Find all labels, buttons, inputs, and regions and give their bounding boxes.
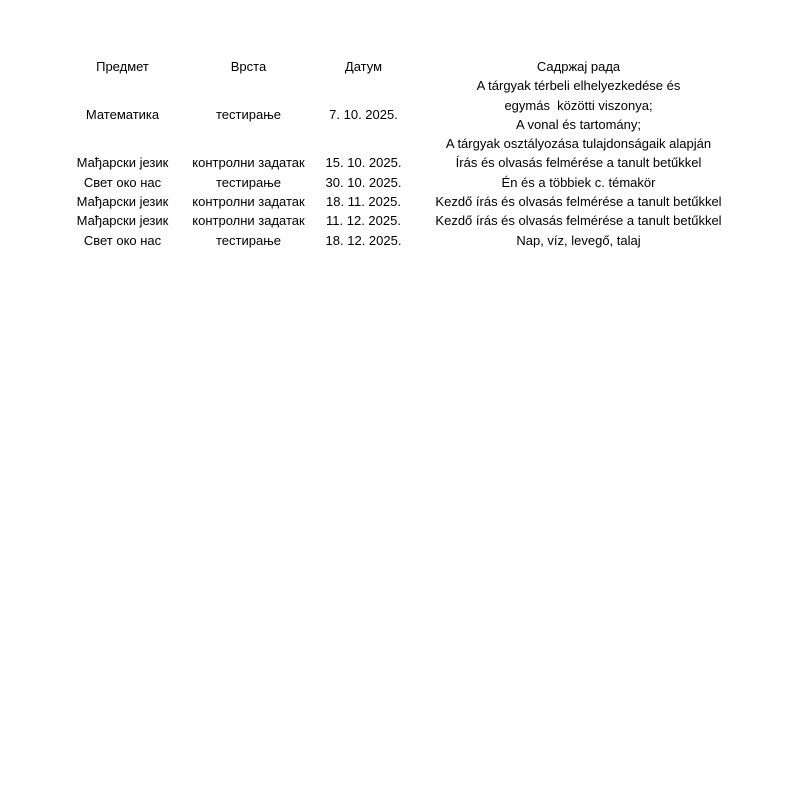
table-row	[60, 153, 742, 172]
date-cell: 18. 11. 2025.	[326, 194, 401, 210]
content-cell	[415, 192, 742, 211]
content-cell	[415, 211, 742, 230]
content-line: Írás és olvasás felmérése a tanult betűkkel	[455, 155, 702, 171]
table-row	[60, 192, 742, 211]
column-header-content: Садржај рада	[536, 59, 621, 74]
type-cell: контролни задатак	[192, 194, 305, 210]
table-row	[60, 231, 742, 250]
type-cell: контролни задатак	[192, 213, 305, 229]
content-line: egymás közötti viszonya;	[504, 97, 653, 113]
subject-cell: Мађарски језик	[76, 213, 169, 229]
content-line: A tárgyak térbeli elhelyezkedése és	[476, 78, 681, 94]
date-cell: 18. 12. 2025.	[325, 232, 402, 248]
content-line: Kezdő írás és olvasás felmérése a tanult betűkkel	[435, 194, 722, 210]
content-cell	[415, 153, 742, 172]
type-cell: тестирање	[215, 232, 281, 248]
type-cell: тестирање	[215, 107, 281, 123]
table-row	[60, 76, 742, 153]
content-line: Kezdő írás és olvasás felmérése a tanult betűkkel	[435, 213, 722, 229]
content-cell	[415, 173, 742, 192]
content-cell	[415, 76, 742, 153]
column-header-subject: Предмет	[96, 59, 149, 74]
date-cell: 30. 10. 2025.	[325, 174, 402, 190]
content-line: Én és a többiek c. témakör	[501, 174, 656, 190]
subject-cell: Свет око нас	[83, 174, 162, 190]
content-line: A vonal és tartomány;	[515, 116, 641, 132]
subject-cell: Математика	[85, 107, 160, 123]
date-cell: 7. 10. 2025.	[329, 107, 398, 123]
type-cell: тестирање	[215, 174, 281, 190]
table-row	[60, 173, 742, 192]
content-line: A tárgyak osztályozása tulajdonságaik alapján	[445, 136, 712, 152]
content-cell	[415, 231, 742, 250]
date-cell: 15. 10. 2025.	[325, 155, 402, 171]
content-line: Nap, víz, levegő, talaj	[516, 232, 641, 248]
table-row	[60, 211, 742, 230]
subject-cell: Мађарски језик	[76, 194, 169, 210]
table-header-row	[60, 57, 742, 76]
schedule-table	[60, 57, 742, 250]
column-header-type: Врста	[230, 59, 267, 74]
type-cell: контролни задатак	[192, 155, 305, 171]
subject-cell: Мађарски језик	[76, 155, 169, 171]
column-header-date: Датум	[344, 59, 383, 74]
date-cell: 11. 12. 2025.	[326, 213, 401, 229]
subject-cell: Свет око нас	[83, 232, 162, 248]
